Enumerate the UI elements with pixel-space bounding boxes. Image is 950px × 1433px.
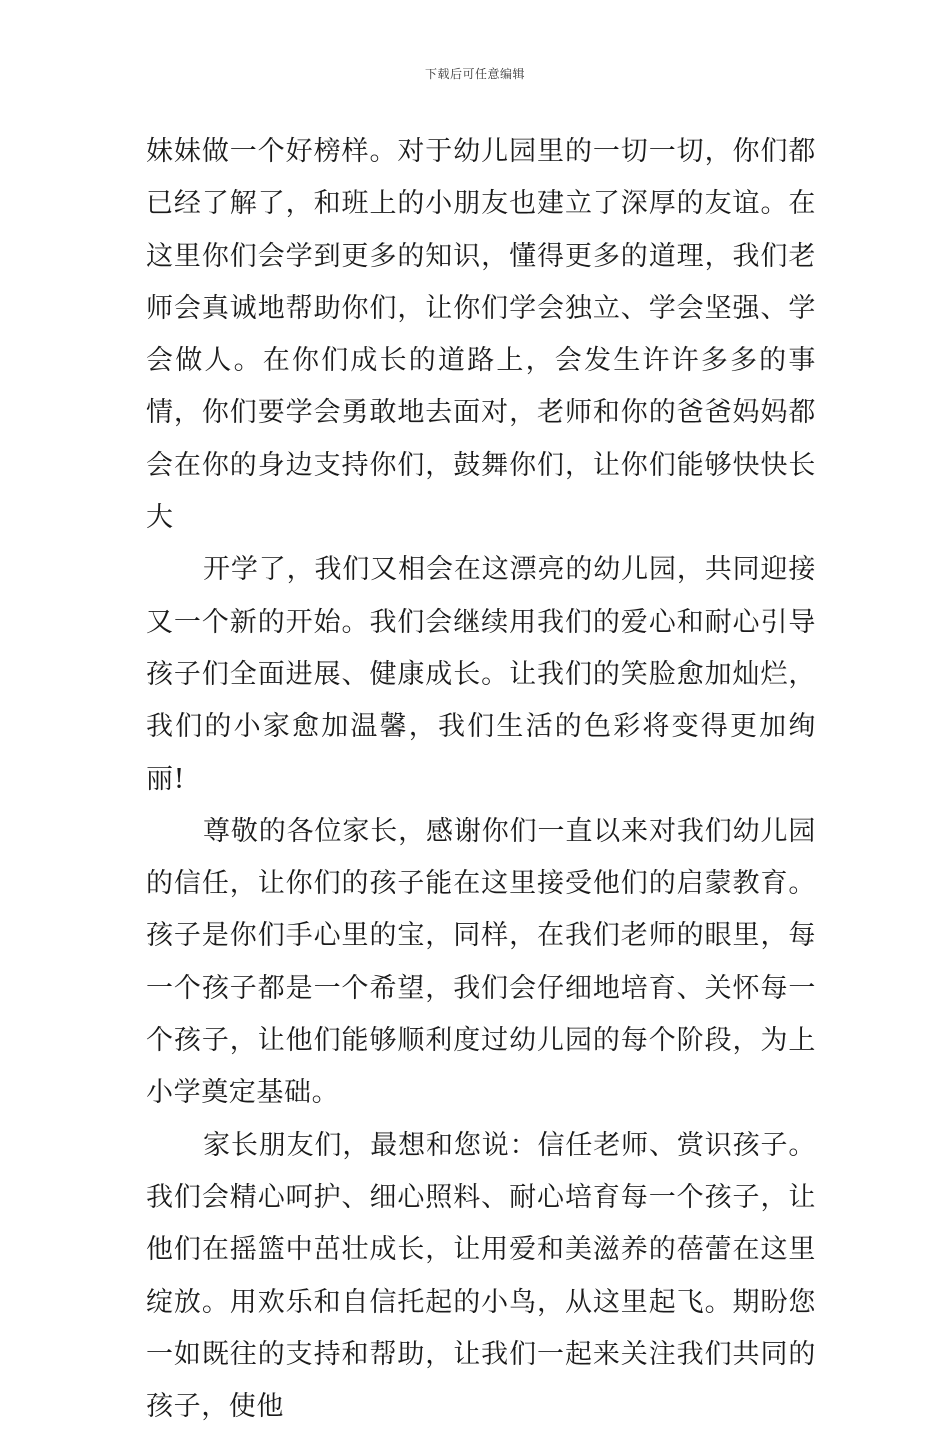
paragraph-3: 尊敬的各位家长，感谢你们一直以来对我们幼儿园的信任，让你们的孩子能在这里接受他们的启蒙教育。孩子是你们手心里的宝，同样，在我们老师的眼里，每一个孩子都是一个希望，我们会仔细地培育、关怀每一个孩子，让他们能够顺利度过幼儿园的每个阶段，为上小学奠定基础。 [146,815,816,1109]
paragraph-2: 开学了，我们又相会在这漂亮的幼儿园，共同迎接又一个新的开始。我们会继续用我们的爱心和耐心引导孩子们全面进展、健康成长。让我们的笑脸愈加灿烂，我们的小家愈加温馨，我们生活的色彩将变得更加绚丽! [146,554,816,795]
document-body [146,126,816,1433]
page-header: 下载后可任意编辑 [424,67,525,81]
paragraph-4: 家长朋友们，最想和您说：信任老师、赏识孩子。我们会精心呵护、细心照料、耐心培育每一个孩子，让他们在摇篮中茁壮成长，让用爱和美滋养的蓓蕾在这里绽放。用欢乐和自信托起的小鸟，从这里起飞。期盼您一如既往的支持和帮助，让我们一起来关注我们共同的孩子，使他 [146,1129,816,1423]
paragraph-1: 妹妹做一个好榜样。对于幼儿园里的一切一切，你们都已经了解了，和班上的小朋友也建立了深厚的友谊。在这里你们会学到更多的知识，懂得更多的道理，我们老师会真诚地帮助你们，让你们学会独立、学会坚强、学会做人。在你们成长的道路上，会发生许许多多的事情，你们要学会勇敢地去面对，老师和你的爸爸妈妈都会在你的身边支持你们，鼓舞你们，让你们能够快快长大 [146,136,816,534]
